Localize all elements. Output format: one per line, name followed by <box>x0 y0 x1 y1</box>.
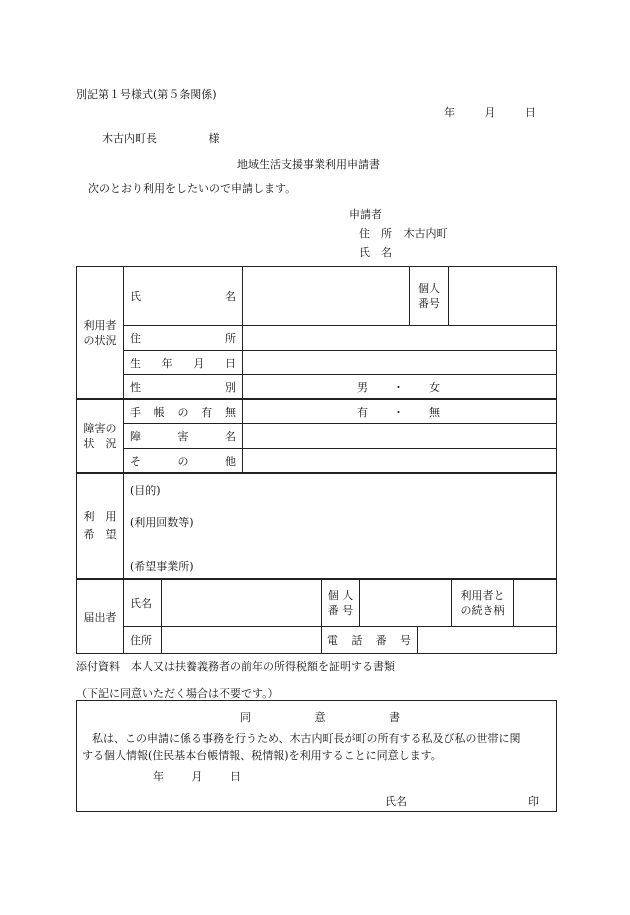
applicant-address-label: 住 所 <box>359 227 392 240</box>
applicant-name-label: 氏 名 <box>359 246 392 259</box>
applicant-address-value: 木古内町 <box>403 227 448 240</box>
address-label: 住 所 <box>130 332 236 345</box>
sex-option-male[interactable]: 男 <box>357 380 368 394</box>
handbook-label: 手 帳 の 有 無 <box>130 405 236 419</box>
sex-option-female[interactable]: 女 <box>429 380 440 394</box>
consent-body-line1: 私は、この申請に係る事務を行うため、木古内町長が町の所有する私及び私の世帯に関 <box>92 732 521 745</box>
handbook-option-no[interactable]: 無 <box>429 405 440 419</box>
notifier-address-label: 住所 <box>130 634 152 647</box>
individual-number-label: 個人 番号 <box>418 282 440 310</box>
date-year-label: 年 <box>444 106 455 119</box>
consent-date: 年 月 日 <box>153 770 241 783</box>
date-day-label: 日 <box>525 106 536 119</box>
notifier-address-value[interactable] <box>162 627 321 653</box>
other-value[interactable] <box>243 449 556 472</box>
notifier-section-label: 届出者 <box>83 610 117 624</box>
user-status-section-label: 利用者 の状況 <box>83 318 117 347</box>
form-title: 地域生活支援事業利用申請書 <box>237 158 380 171</box>
notifier-individual-number-value[interactable] <box>360 580 451 626</box>
attachment-text: 添付資料 本人又は扶養義務者の前年の所得税額を証明する書類 <box>76 660 395 673</box>
name-value[interactable] <box>243 267 409 325</box>
consent-body-line2: する個人情報(住民基本台帳情報、税情報)を利用することに同意します。 <box>82 749 442 762</box>
notifier-name-value[interactable] <box>162 580 321 626</box>
applicant-address <box>359 225 448 241</box>
disability-section-label: 障害の 状 況 <box>83 422 117 450</box>
phone-label: 電 話 番 号 <box>327 634 411 647</box>
sex-options[interactable]: 男 ・ 女 <box>357 380 440 394</box>
date-of-birth-label: 生 年 月 日 <box>130 356 236 370</box>
applicant-label: 申請者 <box>349 208 382 221</box>
sex-label: 性 別 <box>130 380 236 394</box>
addressee-name: 木古内町長 <box>102 132 157 145</box>
addressee-honorific: 様 <box>208 132 220 145</box>
relation-value[interactable] <box>514 580 556 626</box>
individual-number-value[interactable] <box>449 267 556 325</box>
form-id: 別記第１号様式(第５条関係) <box>76 88 217 101</box>
notifier-name-label: 氏名 <box>130 597 152 610</box>
name-label: 氏 名 <box>130 290 236 303</box>
disability-name-label: 障 害 名 <box>130 430 236 443</box>
date-month-label: 月 <box>484 106 496 119</box>
address-value[interactable] <box>243 326 556 350</box>
date-of-birth-value[interactable] <box>243 351 556 374</box>
phone-value[interactable] <box>418 627 556 653</box>
other-label: そ の 他 <box>130 454 236 468</box>
relation-label: 利用者と の続き柄 <box>460 589 505 617</box>
addressee <box>102 130 220 146</box>
consent-seal: 印 <box>528 795 539 808</box>
date-line <box>444 104 536 120</box>
intro-text: 次のとおり利用をしたいので申請します。 <box>88 182 297 195</box>
usage-frequency-label: (利用回数等) <box>130 516 194 529</box>
usage-purpose-label: (目的) <box>130 484 161 497</box>
handbook-option-yes[interactable]: 有 <box>357 405 368 419</box>
handbook-options[interactable]: 有 ・ 無 <box>357 405 440 419</box>
notifier-individual-number-label: 個 人 番 号 <box>327 589 354 617</box>
consent-title: 同 意 書 <box>240 711 400 724</box>
consent-name-label: 氏名 <box>385 795 407 808</box>
preferred-office-label: (希望事業所) <box>130 560 194 573</box>
usage-wish-section-label: 利 用 希 望 <box>83 510 117 541</box>
consent-note: （下記に同意いただく場合は不要です。） <box>76 687 279 700</box>
disability-name-value[interactable] <box>243 424 556 448</box>
